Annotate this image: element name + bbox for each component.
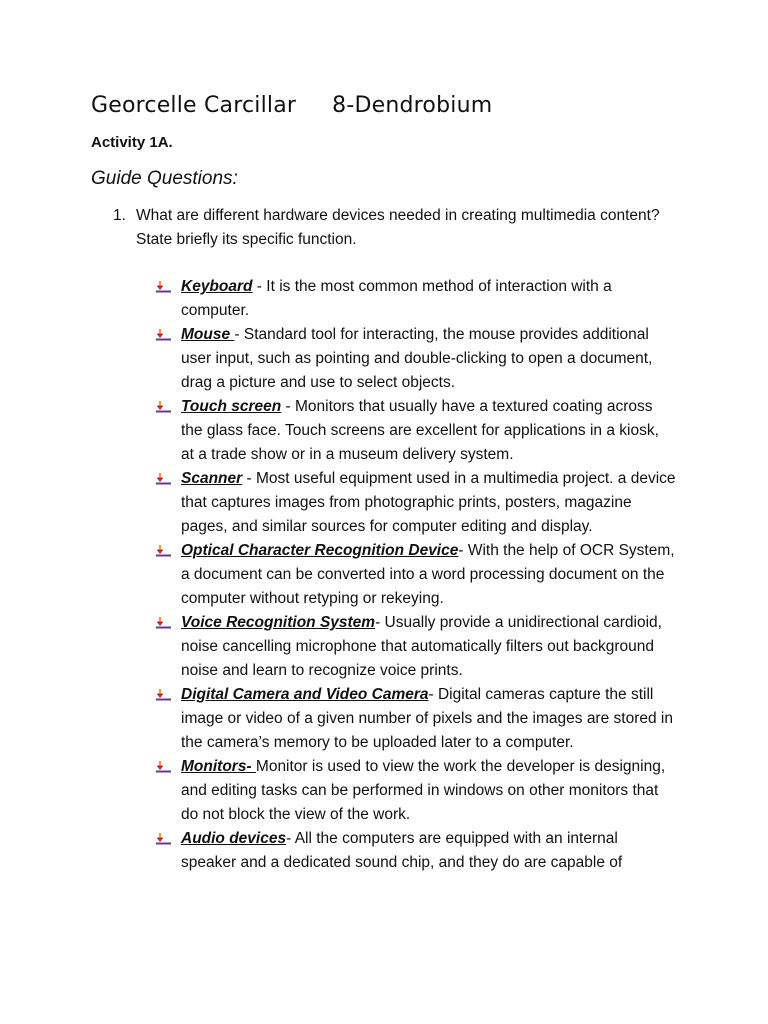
device-term: Touch screen	[181, 398, 282, 415]
down-arrow-bullet-icon	[156, 617, 172, 629]
device-description: - Digital cameras capture the still image or video of a given number of pixels and the images are stored in the camera’s memory to be uploaded later to a computer.	[181, 686, 673, 751]
question-number: 1.	[113, 207, 126, 224]
device-description: - Standard tool for interacting, the mouse provides additional user input, such as pointing and double-clicking to open a document, drag a picture and use to select objects.	[181, 326, 653, 391]
question-item	[113, 204, 673, 252]
device-term: Voice Recognition System	[181, 614, 376, 631]
device-list-item	[156, 467, 676, 539]
device-term: Keyboard	[181, 278, 253, 295]
down-arrow-bullet-icon	[156, 545, 172, 557]
device-term: Digital Camera and Video Camera	[181, 686, 429, 703]
down-arrow-bullet-icon	[156, 833, 172, 845]
device-term: Scanner	[181, 470, 243, 487]
device-term: Optical Character Recognition Device	[181, 542, 459, 559]
device-term: Mouse	[181, 326, 235, 343]
down-arrow-bullet-icon	[156, 761, 172, 773]
device-term: Audio devices	[181, 830, 287, 847]
activity-label: Activity 1A.	[91, 134, 173, 151]
device-list-item	[156, 827, 676, 875]
down-arrow-bullet-icon	[156, 473, 172, 485]
device-list-item	[156, 539, 676, 611]
down-arrow-bullet-icon	[156, 401, 172, 413]
class-section: 8-Dendrobium	[332, 93, 493, 118]
down-arrow-bullet-icon	[156, 689, 172, 701]
device-description: - With the help of OCR System, a document can be converted into a word processing document on the computer without retyping or rekeying.	[181, 542, 675, 607]
device-description: - Most useful equipment used in a multimedia project. a device that captures images from photographic prints, posters, magazine pages, and similar sources for computer editing and display.	[181, 470, 676, 535]
device-description: - Monitors that usually have a textured coating across the glass face. Touch screens are excellent for applications in a kiosk, at a trade show or in a museum delivery system.	[181, 398, 659, 463]
device-list-item	[156, 275, 676, 323]
device-list-item	[156, 755, 676, 827]
down-arrow-bullet-icon	[156, 329, 172, 341]
device-list-item	[156, 611, 676, 683]
device-list-item	[156, 323, 676, 395]
guide-questions-heading: Guide Questions:	[91, 168, 238, 189]
device-description: - All the computers are equipped with an internal speaker and a dedicated sound chip, and they do are capable of	[181, 830, 623, 871]
device-description: - It is the most common method of interaction with a computer.	[181, 278, 612, 319]
device-description: - Usually provide a unidirectional cardioid, noise cancelling microphone that automatically filters out background noise and learn to recognize voice prints.	[181, 614, 662, 679]
document-title	[91, 93, 492, 118]
hardware-device-list	[156, 275, 676, 875]
device-list-item	[156, 683, 676, 755]
down-arrow-bullet-icon	[156, 281, 172, 293]
device-term: Monitors-	[181, 758, 256, 775]
student-name: Georcelle Carcillar	[91, 93, 297, 118]
device-description: Monitor is used to view the work the developer is designing, and editing tasks can be performed in windows on other monitors that do not block the view of the work.	[181, 758, 666, 823]
device-list-item	[156, 395, 676, 467]
question-text: What are different hardware devices needed in creating multimedia content? State briefly its specific function.	[136, 207, 660, 248]
